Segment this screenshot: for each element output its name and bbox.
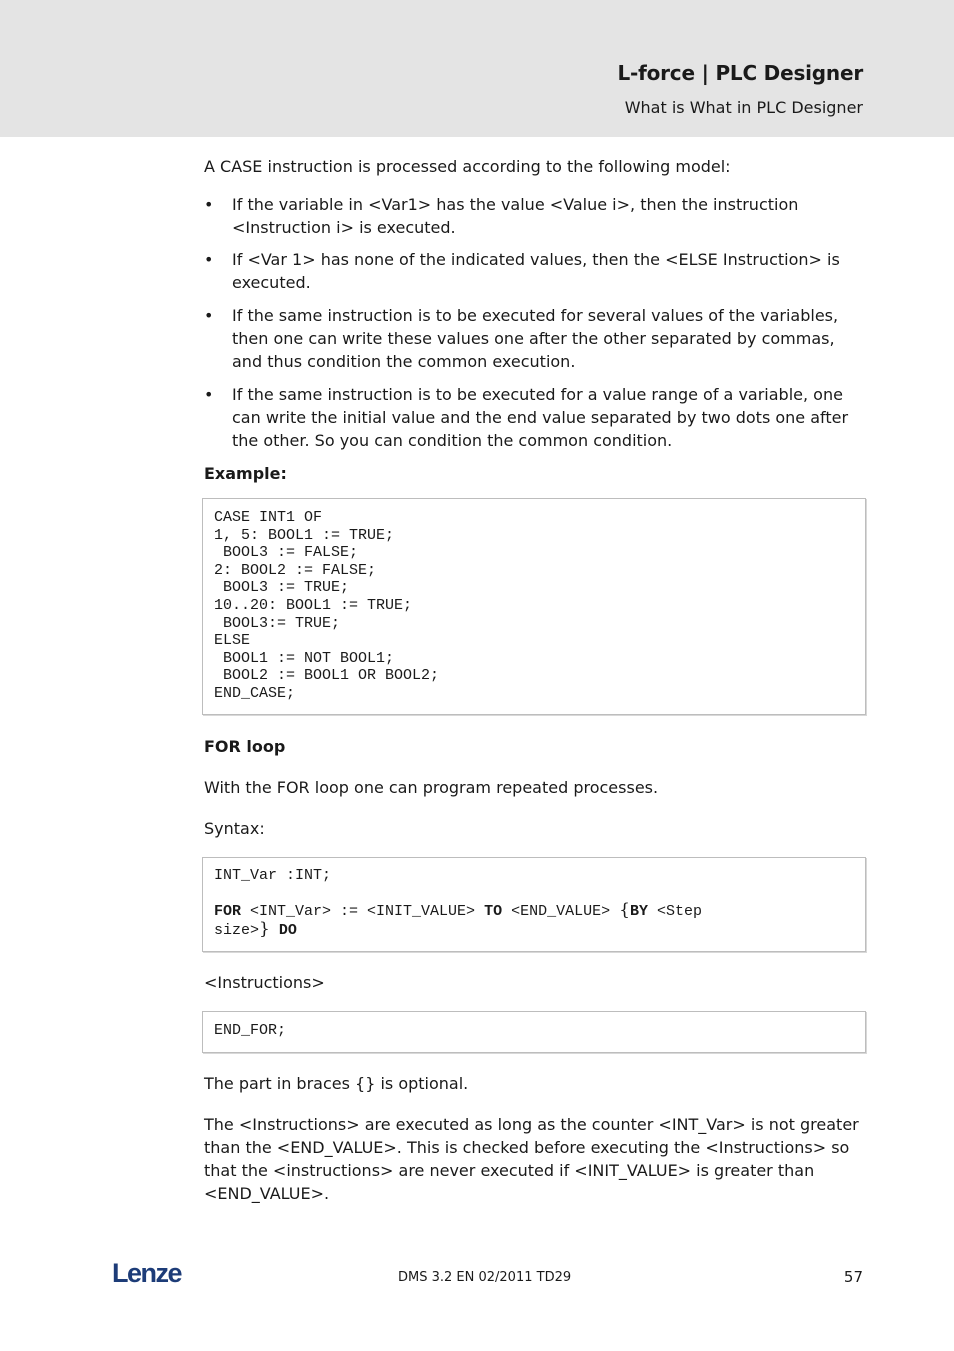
syntax-label: Syntax: bbox=[204, 819, 265, 838]
bullet-dot: • bbox=[204, 195, 214, 214]
case-code-box bbox=[202, 498, 866, 715]
bullet-text: If the variable in <Var1> has the value <Value i>, then the instruction <Instruction i> is executed. bbox=[232, 195, 799, 237]
header-title: L-force | PLC Designer bbox=[617, 61, 863, 85]
syntax-line-1: INT_Var :INT; bbox=[214, 867, 332, 884]
for-intro-paragraph: With the FOR loop one can program repeated processes. bbox=[204, 778, 659, 797]
syntax-part: <END_VALUE> bbox=[502, 903, 620, 921]
bullet-dot: • bbox=[204, 306, 214, 325]
bullet-dot: • bbox=[204, 385, 214, 404]
footer-doc-id: DMS 3.2 EN 02/2011 TD29 bbox=[398, 1270, 572, 1285]
for-loop-heading: FOR loop bbox=[204, 737, 286, 756]
for-syntax-box bbox=[202, 857, 866, 952]
page-number: 57 bbox=[843, 1268, 863, 1286]
instructions-label: <Instructions> bbox=[204, 973, 325, 992]
header-subtitle: What is What in PLC Designer bbox=[624, 98, 863, 117]
final-paragraph: The <Instructions> are executed as long as the counter <INT_Var> is not greater than the <END_VALUE>. This is checked before executing the <Instructions> so that the <instructions> are never executed if <INIT_VALUE> is greater than <END_VALUE>. bbox=[204, 1115, 859, 1203]
syntax-part: size> bbox=[214, 921, 260, 939]
braces-note: The part in braces {} is optional. bbox=[204, 1074, 469, 1093]
brace-open: { bbox=[619, 900, 630, 921]
bullet-dot: • bbox=[204, 250, 214, 269]
keyword-to: TO bbox=[484, 903, 503, 921]
example-label: Example: bbox=[204, 464, 287, 483]
keyword-by: BY bbox=[629, 903, 648, 921]
bullet-text: If the same instruction is to be executed for several values of the variables, then one can write these values one after the other separated by commas, and thus condition the common execution. bbox=[232, 306, 839, 371]
keyword-do: DO bbox=[269, 921, 297, 939]
end-for-code: END_FOR; bbox=[214, 1022, 287, 1039]
bullet-text: If the same instruction is to be executed for a value range of a variable, one can write the initial value and the end value separated by two dots one after the other. So you can condition the common condition. bbox=[232, 385, 849, 450]
for-syntax-code bbox=[214, 867, 702, 939]
brace-close: } bbox=[259, 918, 270, 939]
lenze-logo-mark bbox=[112, 1258, 192, 1288]
case-code: CASE INT1 OF 1, 5: BOOL1 := TRUE; BOOL3 := FALSE; 2: BOOL2 := FALSE; BOOL3 := TRUE; 10..20: BOOL1 := TRUE; BOOL3:= TRUE; ELSE BOOL1 := NOT BOOL1; BOOL2 := BOOL1 OR BOOL2; END_CASE; bbox=[214, 509, 440, 702]
syntax-part: <Step bbox=[647, 903, 702, 921]
end-for-box bbox=[202, 1011, 866, 1053]
keyword-for: FOR bbox=[214, 903, 242, 921]
page-header bbox=[0, 0, 954, 137]
intro-paragraph: A CASE instruction is processed according to the following model: bbox=[204, 157, 731, 176]
syntax-part: <INT_Var> := <INIT_VALUE> bbox=[241, 903, 485, 921]
bullet-text: If <Var 1> has none of the indicated values, then the <ELSE Instruction> is executed. bbox=[232, 250, 840, 292]
lenze-logo bbox=[112, 1258, 192, 1292]
logo-text: Lenze bbox=[112, 1258, 182, 1288]
